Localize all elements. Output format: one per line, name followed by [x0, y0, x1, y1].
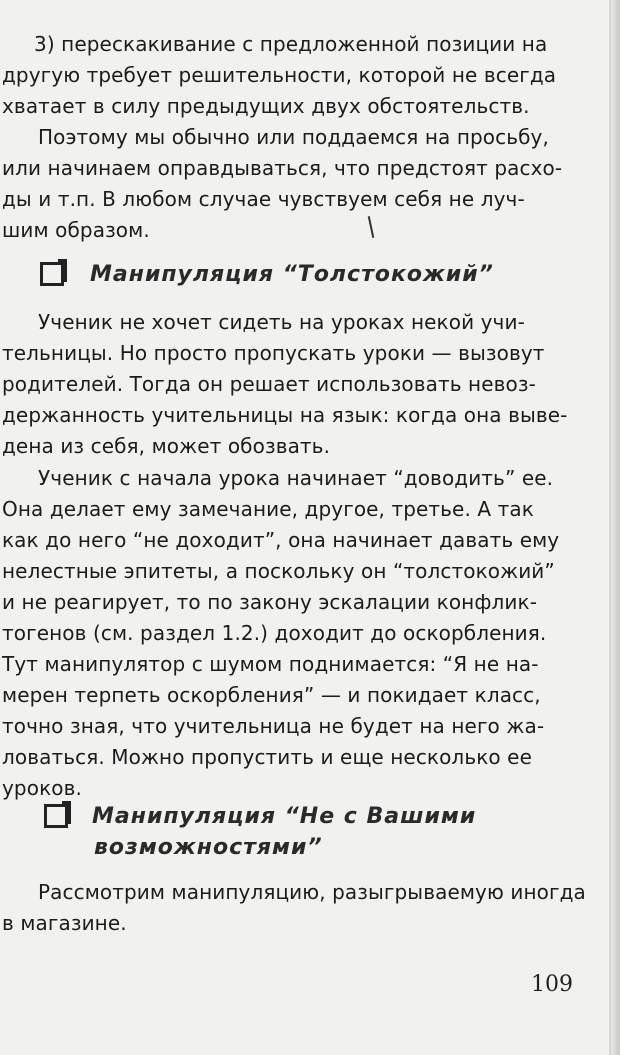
checkbox-icon [44, 804, 68, 828]
section-title: Манипуляция “Толстокожий” [90, 261, 494, 287]
section-title: возможностями” [94, 834, 323, 860]
checkbox-icon [40, 262, 64, 286]
text-line: уроков. [2, 776, 82, 800]
text-line: тельницы. Но просто пропускать уроки — вызовут [2, 341, 545, 365]
text-line: шим образом. [2, 218, 150, 242]
text-line: дена из себя, может обозвать. [2, 434, 331, 458]
text-line: в магазине. [2, 911, 127, 935]
text-line: Она делает ему замечание, другое, третье. А так [2, 497, 534, 521]
page-edge [611, 0, 620, 1055]
text-line: точно зная, что учительница не будет на него жа- [2, 714, 545, 738]
section-heading [40, 259, 494, 289]
section-heading [44, 801, 476, 831]
text-line: Ученик не хочет сидеть на уроках некой учи- [38, 310, 525, 334]
stray-pen-mark [368, 216, 375, 238]
text-line: хватает в силу предыдущих двух обстоятельств. [2, 94, 530, 118]
text-line: ловаться. Можно пропустить и еще несколько ее [2, 745, 532, 769]
text-line: мерен терпеть оскорбления” — и покидает класс, [2, 683, 541, 707]
text-line: Поэтому мы обычно или поддаемся на просьбу, [38, 125, 549, 149]
text-line: Ученик с начала урока начинает “доводить” ее. [38, 466, 554, 490]
text-line: тогенов (см. раздел 1.2.) доходит до оскорбления. [2, 621, 547, 645]
text-line: нелестные эпитеты, а поскольку он “толстокожий” [2, 559, 555, 583]
text-line: или начинаем оправдываться, что предстоят расхо- [2, 156, 563, 180]
page-number: 109 [531, 972, 573, 997]
text-line: и не реагирует, то по закону эскалации конфлик- [2, 590, 538, 614]
text-line: другую требует решительности, которой не всегда [2, 63, 557, 87]
text-line: 3) перескакивание с предложенной позиции на [34, 32, 548, 56]
section-title: Манипуляция “Не с Вашими [92, 803, 477, 829]
text-line: родителей. Тогда он решает использовать невоз- [2, 372, 536, 396]
section-title-continuation [94, 832, 323, 862]
text-line: держанность учительницы на язык: когда она выве- [2, 403, 568, 427]
text-line: Рассмотрим манипуляцию, разыгрываемую иногда [38, 880, 586, 904]
text-line: Тут манипулятор с шумом поднимается: “Я не на- [2, 652, 539, 676]
text-line: ды и т.п. В любом случае чувствуем себя не луч- [2, 187, 525, 211]
text-line: как до него “не доходит”, она начинает давать ему [2, 528, 560, 552]
